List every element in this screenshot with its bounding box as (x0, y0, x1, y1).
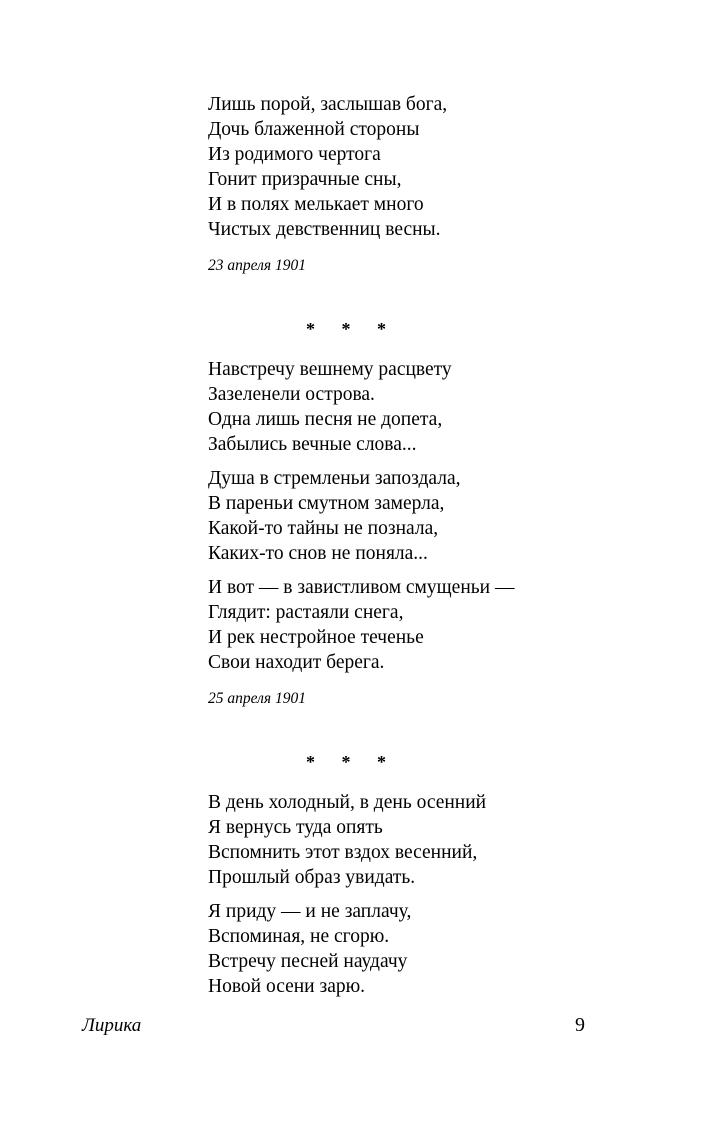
section-separator-1: * * * (306, 319, 397, 339)
poem3-stanza2 (208, 899, 628, 999)
poem2-stanza1 (208, 357, 628, 457)
poem-line: И рек нестройное теченье (208, 627, 424, 648)
poem-line: В день холодный, в день осенний (208, 792, 487, 813)
poem-line: Вспомнить этот вздох весенний, (208, 842, 478, 863)
poem3-stanza1 (208, 790, 628, 890)
poem1-stanza1 (208, 92, 628, 242)
poem2-stanza3 (208, 575, 628, 675)
running-footer-title: Лирика (82, 1015, 142, 1036)
poem-line: Чистых девственниц весны. (208, 219, 441, 240)
poem-line: Навстречу вешнему расцвету (208, 359, 452, 380)
poem-line: Новой осени зарю. (208, 976, 366, 997)
poem1-date: 23 апреля 1901 (208, 257, 306, 274)
poem2-date: 25 апреля 1901 (208, 690, 306, 707)
poem-line: Дочь блаженной стороны (208, 119, 420, 140)
poem-line: Душа в стремленьи запоздала, (208, 468, 461, 489)
poem-line: И в полях мелькает много (208, 194, 424, 215)
poem-line: В пареньи смутном замерла, (208, 493, 445, 514)
poem-line: Одна лишь песня не допета, (208, 409, 443, 430)
poem-column (208, 92, 628, 999)
poem-line: Забылись вечные слова... (208, 434, 417, 455)
poem-line: И вот — в завистливом смущеньи — (208, 577, 515, 598)
poem-line: Глядит: растаяли снега, (208, 602, 404, 623)
poem-line: Вспоминая, не сгорю. (208, 926, 390, 947)
poem-line: Я вернусь туда опять (208, 817, 383, 838)
poem-line: Лишь порой, заслышав бога, (208, 94, 448, 115)
poem-line: Из родимого чертога (208, 144, 381, 165)
poem-line: Прошлый образ увидать. (208, 867, 416, 888)
poem-line: Свои находит берега. (208, 652, 385, 673)
poem-line: Каких-то снов не поняла... (208, 543, 428, 564)
poem-line: Зазеленели острова. (208, 384, 375, 405)
section-separator-2: * * * (306, 752, 397, 772)
poem-line: Я приду — и не заплачу, (208, 901, 412, 922)
poem2-stanza2 (208, 466, 628, 566)
poem-line: Встречу песней наудачу (208, 951, 408, 972)
poem-line: Какой-то тайны не познала, (208, 518, 439, 539)
poem-line: Гонит призрачные сны, (208, 169, 402, 190)
page-number: 9 (575, 1014, 585, 1036)
